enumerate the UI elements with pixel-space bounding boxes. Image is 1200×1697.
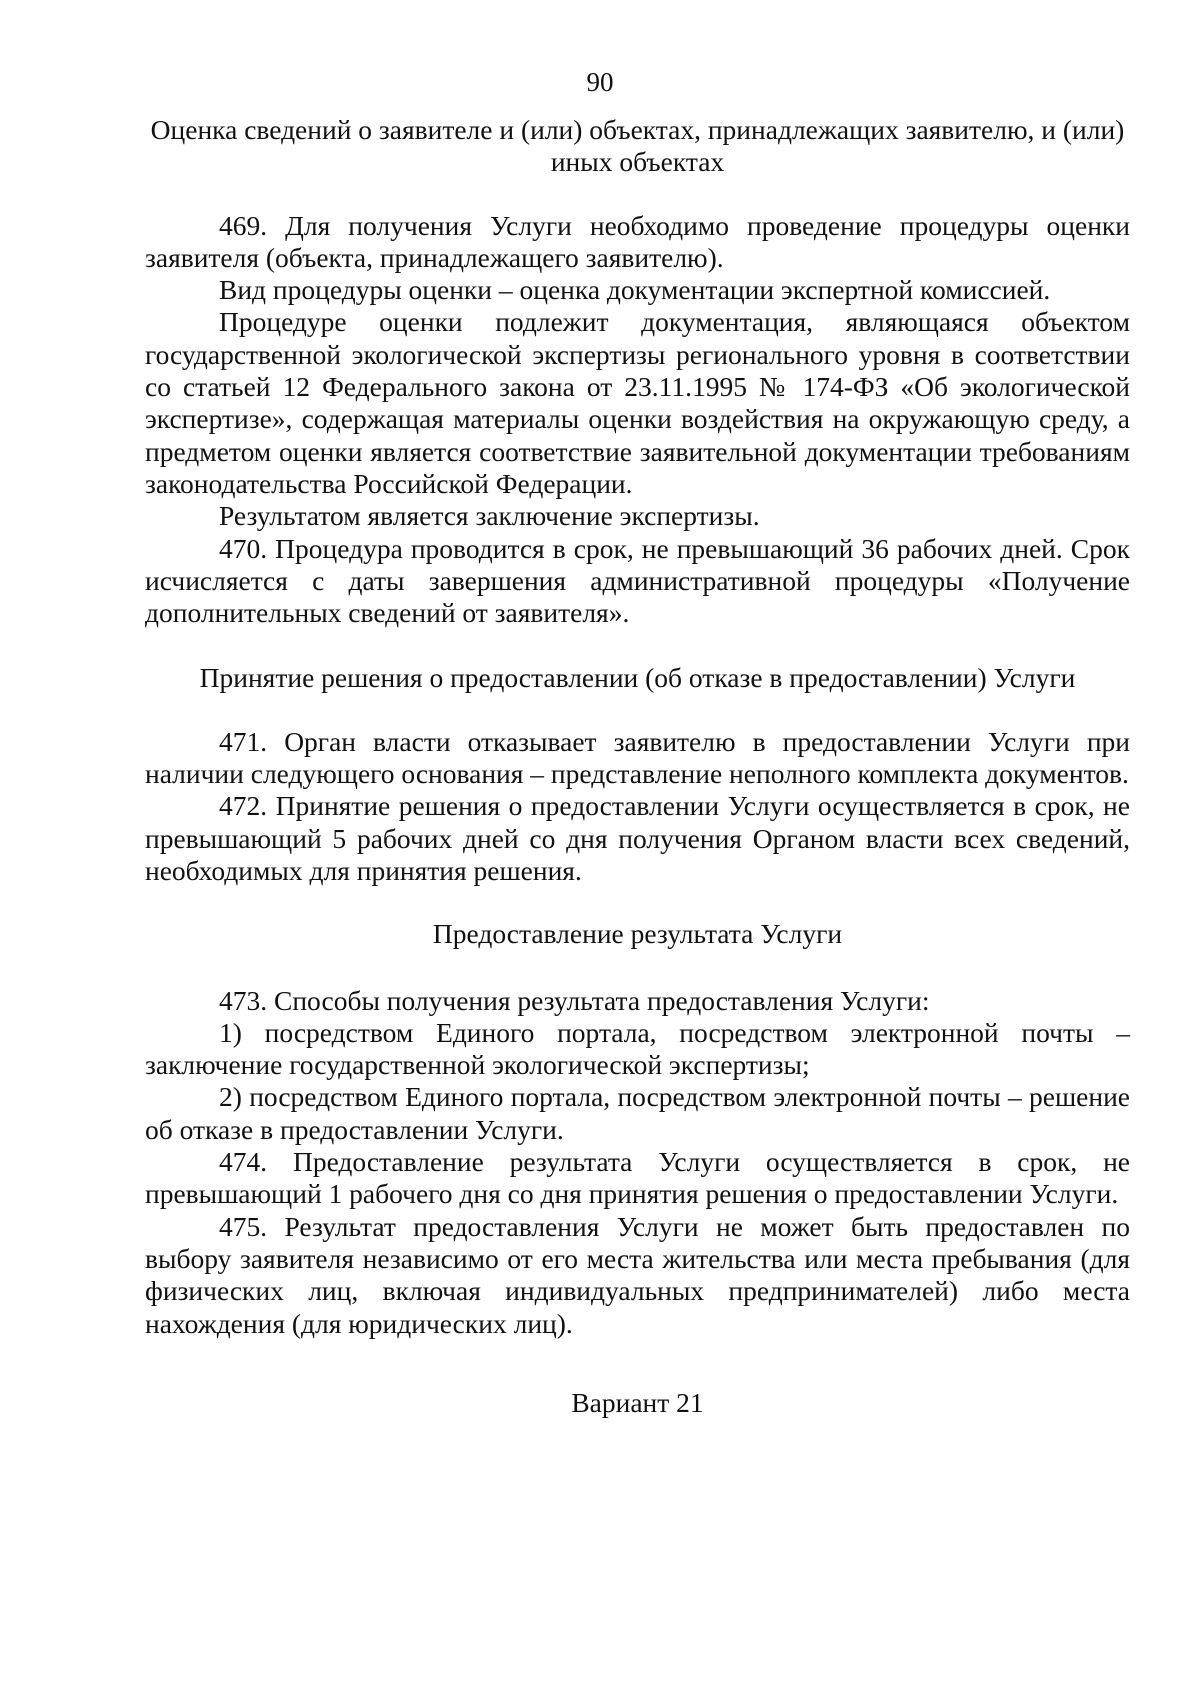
paragraph-469: 469. Для получения Услуги необходимо проведение процедуры оценки заявителя (объекта, принадлежащего заявителю). bbox=[145, 209, 1130, 273]
paragraph-472: 472. Принятие решения о предоставлении Услуги осуществляется в срок, не превышающий 5 рабочих дней со дня получения Органом власти всех сведений, необходимых для принятия решения. bbox=[145, 790, 1130, 886]
paragraph-475: 475. Результат предоставления Услуги не может быть предоставлен по выбору заявителя независимо от его места жительства или места пребывания (для физических лиц, включая индивидуальных предпринимателей) либо места нахождения (для юридических лиц). bbox=[145, 1210, 1130, 1339]
paragraph-473-item-1: 1) посредством Единого портала, посредством электронной почты – заключение государственной экологической экспертизы; bbox=[145, 1016, 1130, 1081]
section-heading-variant: Вариант 21 bbox=[571, 1386, 704, 1418]
paragraph-473-item-2: 2) посредством Единого портала, посредством электронной почты – решение об отказе в предоставлении Услуги. bbox=[145, 1081, 1130, 1145]
paragraph-470: 470. Процедура проводится в срок, не превышающий 36 рабочих дней. Срок исчисляется с даты завершения административной процедуры «Получение дополнительных сведений от заявителя». bbox=[145, 532, 1130, 629]
paragraph-469-result: Результатом является заключение экспертизы. bbox=[219, 500, 760, 532]
paragraph-469-subject: Процедуре оценки подлежит документация, являющаяся объектом государственной экологической экспертизы регионального уровня в соответствии со статьей 12 Федерального закона от 23.11.1995 № 174-ФЗ «Об экологической экспертизе», содержащая материалы оценки воздействия на окружающую среду, а предметом оценки является соответствие заявительной документации требованиям законодательства Российской Федерации. bbox=[145, 306, 1130, 499]
document-body bbox=[145, 114, 1130, 1419]
page-number: 90 bbox=[586, 67, 614, 97]
paragraph-469-type: Вид процедуры оценки – оценка документации экспертной комиссией. bbox=[219, 274, 1051, 306]
paragraph-471: 471. Орган власти отказывает заявителю в предоставлении Услуги при наличии следующего основания – представление неполного комплекта документов. bbox=[145, 725, 1130, 790]
section-heading-result: Предоставление результата Услуги bbox=[432, 918, 843, 950]
paragraph-474: 474. Предоставление результата Услуги осуществляется в срок, не превышающий 1 рабочего дня со дня принятия решения о предоставлении Услуги. bbox=[145, 1146, 1130, 1210]
paragraph-473: 473. Способы получения результата предоставления Услуги: bbox=[219, 984, 930, 1016]
section-heading-assessment: Оценка сведений о заявителе и (или) объектах, принадлежащих заявителю, и (или) иных объектах bbox=[150, 114, 1125, 178]
section-heading-decision: Принятие решения о предоставлении (об отказе в предоставлении) Услуги bbox=[199, 662, 1076, 694]
